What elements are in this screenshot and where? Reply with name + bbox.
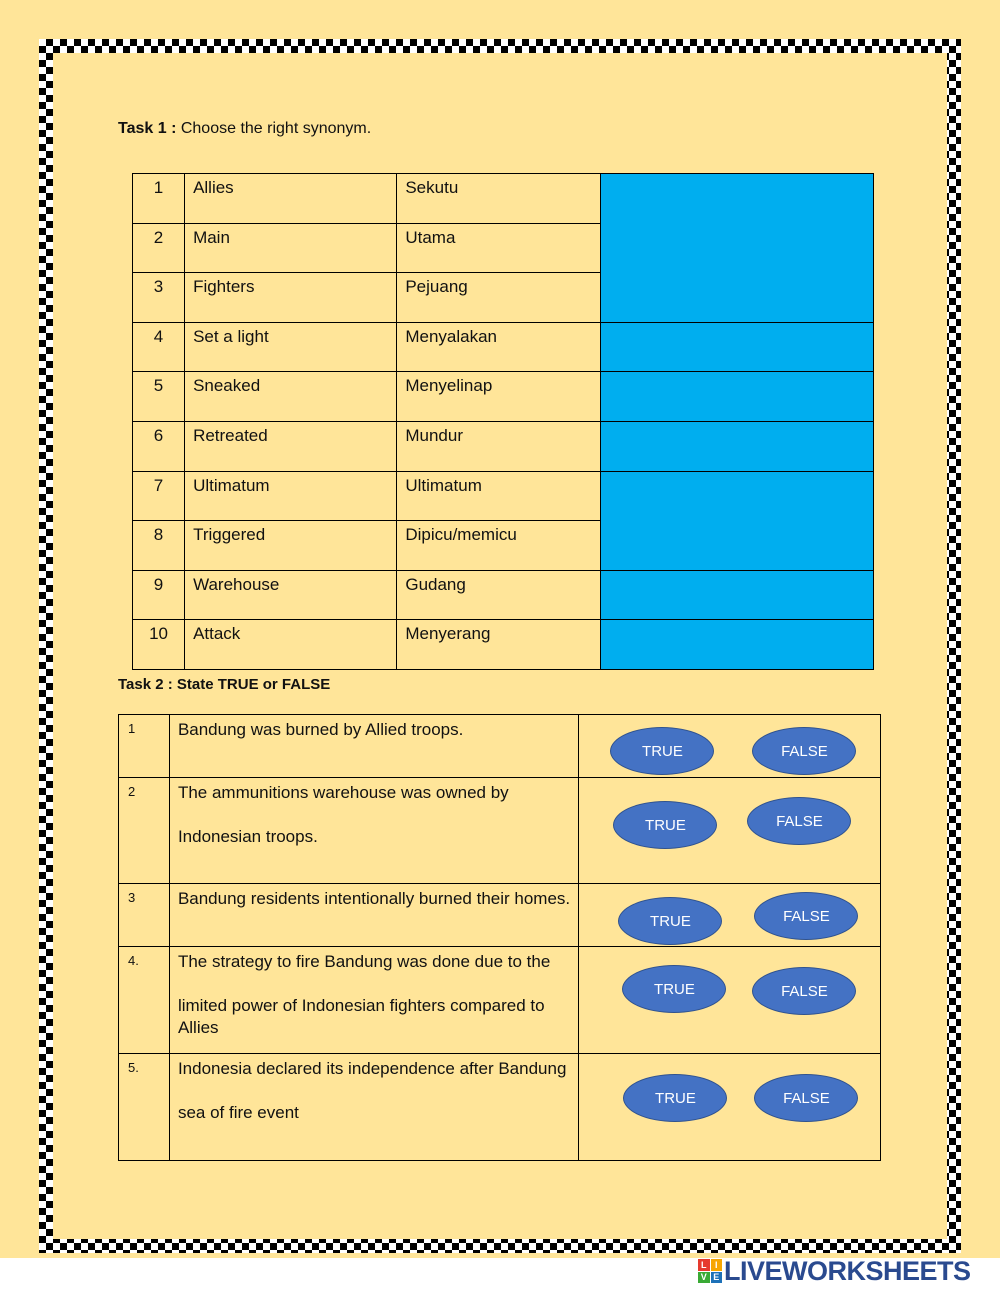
synonym-row	[133, 620, 874, 670]
english-word: Warehouse	[185, 570, 397, 620]
statement-row	[119, 947, 881, 1054]
statement-text	[169, 947, 579, 1054]
answer-options	[579, 1054, 881, 1161]
row-number: 8	[133, 521, 185, 571]
statement-text	[169, 715, 579, 778]
statement-number: 5.	[119, 1054, 170, 1161]
true-false-table	[118, 714, 881, 1161]
synonym-answer-dropzone[interactable]	[600, 570, 873, 620]
answer-options	[579, 884, 881, 947]
english-word: Set a light	[185, 322, 397, 372]
logo-letter: V	[698, 1272, 710, 1284]
statement-line: limited power of Indonesian fighters compared to Allies	[177, 996, 545, 1037]
false-button[interactable]: FALSE	[752, 967, 856, 1015]
statement-line: The ammunitions warehouse was owned by	[177, 783, 509, 802]
liveworksheets-brand	[698, 1256, 971, 1286]
row-number: 2	[133, 223, 185, 273]
statement-text	[169, 778, 579, 884]
indonesian-word: Utama	[397, 223, 600, 273]
synonym-row	[133, 174, 874, 224]
row-number: 10	[133, 620, 185, 670]
statement-line: sea of fire event	[177, 1103, 299, 1122]
false-button[interactable]: FALSE	[754, 1074, 858, 1122]
true-button[interactable]: TRUE	[623, 1074, 727, 1122]
indonesian-word: Menyalakan	[397, 322, 600, 372]
row-number: 5	[133, 372, 185, 422]
statement-row	[119, 1054, 881, 1161]
english-word: Sneaked	[185, 372, 397, 422]
synonym-answer-dropzone[interactable]	[600, 322, 873, 372]
answer-options	[579, 947, 881, 1054]
task1-title	[118, 120, 371, 138]
statement-line: The strategy to fire Bandung was done due to the	[177, 952, 551, 971]
english-word: Triggered	[185, 521, 397, 571]
english-word: Fighters	[185, 273, 397, 323]
english-word: Attack	[185, 620, 397, 670]
row-number: 9	[133, 570, 185, 620]
english-word: Allies	[185, 174, 397, 224]
false-button[interactable]: FALSE	[747, 797, 851, 845]
false-button[interactable]: FALSE	[754, 892, 858, 940]
indonesian-word: Dipicu/memicu	[397, 521, 600, 571]
statement-number: 4.	[119, 947, 170, 1054]
indonesian-word: Pejuang	[397, 273, 600, 323]
synonym-answer-dropzone[interactable]	[600, 372, 873, 422]
statement-line: Bandung was burned by Allied troops.	[177, 720, 464, 739]
false-button[interactable]: FALSE	[752, 727, 856, 775]
indonesian-word: Sekutu	[397, 174, 600, 224]
indonesian-word: Mundur	[397, 421, 600, 471]
logo-letter: I	[711, 1259, 723, 1271]
synonym-row	[133, 570, 874, 620]
row-number: 6	[133, 421, 185, 471]
statement-row	[119, 884, 881, 947]
task2-title: Task 2 : State TRUE or FALSE	[118, 676, 331, 693]
statement-number: 3	[119, 884, 170, 947]
true-button[interactable]: TRUE	[622, 965, 726, 1013]
synonym-answer-dropzone[interactable]	[600, 620, 873, 670]
statement-number: 2	[119, 778, 170, 884]
synonym-answer-dropzone[interactable]	[600, 421, 873, 471]
statement-number: 1	[119, 715, 170, 778]
statement-row	[119, 715, 881, 778]
synonym-answer-dropzone[interactable]	[600, 174, 873, 323]
statement-line: Indonesian troops.	[177, 827, 318, 846]
brand-name: LIVEWORKSHEETS	[724, 1255, 971, 1286]
english-word: Main	[185, 223, 397, 273]
statement-line: Indonesia declared its independence after Bandung	[177, 1059, 567, 1078]
synonym-row	[133, 372, 874, 422]
english-word: Ultimatum	[185, 471, 397, 521]
logo-letter: L	[698, 1259, 710, 1271]
synonym-row	[133, 421, 874, 471]
true-button[interactable]: TRUE	[613, 801, 717, 849]
synonym-row	[133, 322, 874, 372]
indonesian-word: Ultimatum	[397, 471, 600, 521]
row-number: 7	[133, 471, 185, 521]
english-word: Retreated	[185, 421, 397, 471]
synonym-table	[132, 173, 874, 670]
statement-line: Bandung residents intentionally burned their homes.	[177, 889, 571, 908]
synonym-answer-dropzone[interactable]	[600, 471, 873, 570]
logo-letter: E	[711, 1272, 723, 1284]
liveworksheets-logo-icon	[698, 1259, 722, 1283]
indonesian-word: Menyelinap	[397, 372, 600, 422]
synonym-row	[133, 471, 874, 521]
row-number: 3	[133, 273, 185, 323]
true-button[interactable]: TRUE	[610, 727, 714, 775]
answer-options	[579, 715, 881, 778]
answer-options	[579, 778, 881, 884]
statement-text	[169, 884, 579, 947]
indonesian-word: Gudang	[397, 570, 600, 620]
statement-text	[169, 1054, 579, 1161]
indonesian-word: Menyerang	[397, 620, 600, 670]
task1-label: Task 1 :	[118, 120, 177, 137]
true-button[interactable]: TRUE	[618, 897, 722, 945]
row-number: 4	[133, 322, 185, 372]
row-number: 1	[133, 174, 185, 224]
statement-row	[119, 778, 881, 884]
task1-instruction: Choose the right synonym.	[176, 120, 372, 137]
